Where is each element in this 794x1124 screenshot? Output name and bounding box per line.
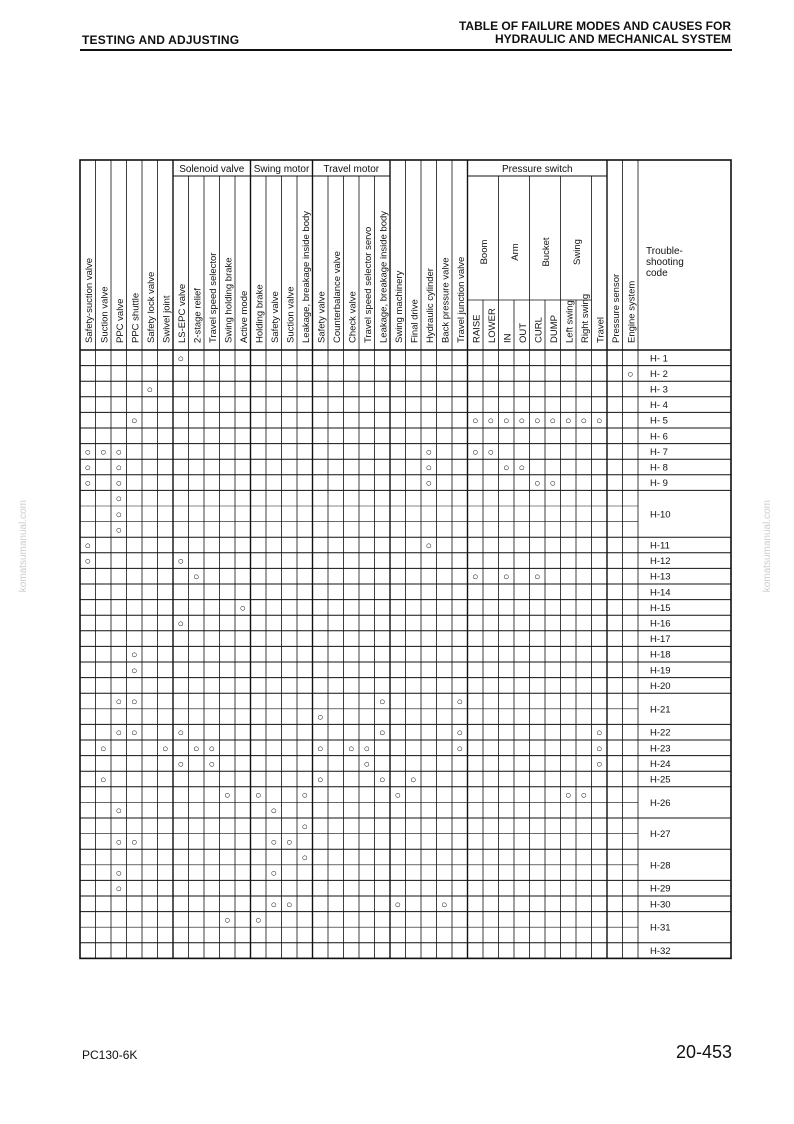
cause-mark: ○ bbox=[255, 789, 262, 802]
column-header: PPC shuttle bbox=[130, 292, 142, 343]
cause-mark: ○ bbox=[115, 508, 122, 521]
column-header: Suction valve bbox=[99, 286, 111, 343]
cause-mark: ○ bbox=[379, 727, 386, 740]
cause-mark: ○ bbox=[100, 774, 107, 786]
column-header: Active mode bbox=[238, 290, 250, 343]
cause-mark: ○ bbox=[549, 415, 556, 428]
cause-mark: ○ bbox=[193, 571, 200, 584]
cause-mark: ○ bbox=[472, 415, 479, 428]
cause-mark: ○ bbox=[131, 727, 138, 740]
cause-mark: ○ bbox=[503, 571, 510, 584]
trouble-code: H-31 bbox=[650, 922, 671, 934]
trouble-code: H- 9 bbox=[650, 478, 668, 490]
cause-mark: ○ bbox=[363, 758, 370, 771]
column-header: PPC valve bbox=[114, 298, 126, 343]
trouble-code: H- 3 bbox=[650, 384, 668, 396]
cause-mark: ○ bbox=[301, 789, 308, 802]
cause-mark: ○ bbox=[84, 540, 91, 552]
trouble-code: H-30 bbox=[650, 899, 671, 911]
cause-mark: ○ bbox=[115, 462, 122, 474]
trouble-code: H-32 bbox=[650, 946, 671, 958]
column-header: 2-stage relief bbox=[192, 288, 204, 343]
trouble-code: H-18 bbox=[650, 649, 671, 661]
trouble-code: H-20 bbox=[650, 680, 671, 692]
cause-mark: ○ bbox=[565, 415, 572, 428]
trouble-code: H- 7 bbox=[650, 446, 668, 458]
trouble-code: H- 1 bbox=[650, 353, 668, 365]
cause-mark: ○ bbox=[208, 742, 215, 755]
cause-mark: ○ bbox=[596, 727, 603, 740]
cause-mark: ○ bbox=[286, 836, 293, 849]
trouble-code: H- 8 bbox=[650, 462, 668, 474]
trouble-code: H-28 bbox=[650, 860, 671, 872]
cause-mark: ○ bbox=[596, 758, 603, 771]
cause-mark: ○ bbox=[379, 774, 386, 786]
column-header: Safety valve bbox=[316, 291, 328, 343]
cause-mark: ○ bbox=[270, 898, 277, 911]
cause-mark: ○ bbox=[425, 540, 432, 552]
column-header: Leakage, breakage inside body bbox=[300, 210, 312, 343]
code-header-line-3: code bbox=[646, 268, 668, 279]
cause-mark: ○ bbox=[580, 789, 587, 802]
group-header: Travel motor bbox=[323, 164, 380, 175]
column-header: Final drive bbox=[409, 299, 421, 343]
column-header: Suction valve bbox=[285, 286, 297, 343]
cause-mark: ○ bbox=[115, 836, 122, 849]
cause-mark: ○ bbox=[456, 742, 463, 755]
cause-mark: ○ bbox=[100, 742, 107, 755]
column-header: Travel speed selector servo bbox=[362, 226, 374, 343]
cause-mark: ○ bbox=[596, 742, 603, 755]
cause-mark: ○ bbox=[131, 696, 138, 708]
cause-mark: ○ bbox=[596, 415, 603, 428]
cause-mark: ○ bbox=[115, 477, 122, 490]
column-header: Swing machinery bbox=[393, 270, 405, 343]
cause-mark: ○ bbox=[115, 696, 122, 708]
column-header: Swing holding brake bbox=[223, 257, 235, 343]
cause-mark: ○ bbox=[627, 368, 634, 381]
trouble-code: H-12 bbox=[650, 556, 671, 568]
cause-mark: ○ bbox=[580, 415, 587, 428]
trouble-code: H- 4 bbox=[650, 400, 668, 412]
cause-mark: ○ bbox=[518, 462, 525, 474]
column-header: Safety-suction valve bbox=[83, 257, 95, 343]
column-header: DUMP bbox=[548, 315, 560, 343]
trouble-code: H-13 bbox=[650, 571, 671, 583]
trouble-code: H- 5 bbox=[650, 415, 668, 427]
trouble-code: H-26 bbox=[650, 797, 671, 809]
column-header: Engine system bbox=[626, 280, 638, 343]
trouble-code: H- 6 bbox=[650, 431, 668, 443]
trouble-code: H-10 bbox=[650, 509, 671, 521]
column-header: OUT bbox=[517, 322, 529, 343]
cause-mark: ○ bbox=[115, 446, 122, 459]
cause-mark: ○ bbox=[301, 820, 308, 833]
trouble-code: H-21 bbox=[650, 704, 671, 716]
header-title-line-1: TABLE OF FAILURE MODES AND CAUSES FOR bbox=[458, 19, 731, 33]
column-header: Holding brake bbox=[254, 284, 266, 343]
column-header: Pressure sensor bbox=[610, 273, 622, 343]
watermark-right: komatsumanual.com bbox=[762, 500, 773, 593]
cause-mark: ○ bbox=[317, 711, 324, 724]
column-header: CURL bbox=[533, 317, 545, 343]
cause-mark: ○ bbox=[410, 774, 417, 786]
cause-mark: ○ bbox=[115, 493, 122, 506]
trouble-code: H-17 bbox=[650, 634, 671, 646]
group-header: Swing motor bbox=[253, 164, 310, 175]
trouble-code: H-27 bbox=[650, 829, 671, 841]
cause-mark: ○ bbox=[487, 446, 494, 459]
column-header: Travel bbox=[595, 316, 607, 343]
cause-mark: ○ bbox=[301, 852, 308, 864]
column-header: Safety lock valve bbox=[145, 271, 157, 343]
cause-mark: ○ bbox=[131, 415, 138, 428]
cause-mark: ○ bbox=[270, 836, 277, 849]
trouble-code: H-19 bbox=[650, 665, 671, 677]
cause-mark: ○ bbox=[208, 758, 215, 771]
cause-mark: ○ bbox=[224, 789, 231, 802]
cause-mark: ○ bbox=[146, 384, 153, 396]
cause-mark: ○ bbox=[162, 742, 169, 755]
cause-mark: ○ bbox=[224, 914, 231, 927]
cause-mark: ○ bbox=[239, 602, 246, 615]
cause-mark: ○ bbox=[518, 415, 525, 428]
column-header: Leakage, breakage inside body bbox=[378, 210, 390, 343]
trouble-code: H-15 bbox=[650, 602, 671, 614]
cause-mark: ○ bbox=[177, 555, 184, 568]
trouble-code: H-14 bbox=[650, 587, 671, 599]
trouble-code: H- 2 bbox=[650, 368, 668, 380]
cause-mark: ○ bbox=[565, 789, 572, 802]
cause-mark: ○ bbox=[425, 462, 432, 474]
cause-mark: ○ bbox=[472, 571, 479, 584]
cause-mark: ○ bbox=[270, 805, 277, 818]
cause-mark: ○ bbox=[115, 883, 122, 896]
column-header: Back pressure valve bbox=[440, 257, 452, 343]
cause-mark: ○ bbox=[115, 524, 122, 537]
cause-mark: ○ bbox=[456, 696, 463, 708]
cause-mark: ○ bbox=[534, 571, 541, 584]
cause-mark: ○ bbox=[534, 477, 541, 490]
header-section-title: TESTING AND ADJUSTING bbox=[82, 33, 240, 47]
column-header: Safety valve bbox=[269, 291, 281, 343]
cause-mark: ○ bbox=[425, 477, 432, 490]
cause-mark: ○ bbox=[549, 477, 556, 490]
cause-mark: ○ bbox=[115, 805, 122, 818]
column-header: Swivel joint bbox=[161, 295, 173, 343]
column-header: Travel junction valve bbox=[455, 256, 467, 343]
cause-mark: ○ bbox=[100, 446, 107, 459]
cause-mark: ○ bbox=[456, 727, 463, 740]
column-header: IN bbox=[502, 333, 514, 343]
trouble-code: H-11 bbox=[650, 540, 670, 552]
subgroup-header: Swing bbox=[572, 239, 583, 265]
subgroup-header: Arm bbox=[510, 243, 521, 261]
cause-mark: ○ bbox=[177, 727, 184, 740]
cause-mark: ○ bbox=[503, 415, 510, 428]
cause-mark: ○ bbox=[425, 446, 432, 459]
cause-mark: ○ bbox=[503, 462, 510, 474]
cause-mark: ○ bbox=[131, 649, 138, 662]
cause-mark: ○ bbox=[193, 742, 200, 755]
footer-model: PC130-6K bbox=[82, 1048, 138, 1062]
subgroup-header: Bucket bbox=[541, 237, 552, 267]
cause-mark: ○ bbox=[115, 867, 122, 880]
subgroup-header: Boom bbox=[479, 239, 490, 265]
watermark-left: komatsumanual.com bbox=[18, 500, 29, 593]
cause-mark: ○ bbox=[394, 898, 401, 911]
cause-mark: ○ bbox=[348, 742, 355, 755]
cause-mark: ○ bbox=[534, 415, 541, 428]
column-header: Counterbalance valve bbox=[331, 251, 343, 343]
cause-mark: ○ bbox=[131, 836, 138, 849]
group-header: Pressure switch bbox=[501, 164, 573, 175]
cause-mark: ○ bbox=[84, 462, 91, 474]
column-header: RAISE bbox=[471, 314, 483, 343]
header-title-line-2: HYDRAULIC AND MECHANICAL SYSTEM bbox=[494, 32, 731, 46]
column-header: Check valve bbox=[347, 291, 359, 343]
cause-mark: ○ bbox=[84, 446, 91, 459]
cause-mark: ○ bbox=[441, 898, 448, 911]
cause-mark: ○ bbox=[487, 415, 494, 428]
trouble-code: H-24 bbox=[650, 758, 671, 770]
cause-mark: ○ bbox=[177, 352, 184, 365]
trouble-code: H-16 bbox=[650, 618, 671, 630]
column-header: Left swing bbox=[564, 300, 576, 343]
group-header: Solenoid valve bbox=[179, 164, 245, 175]
cause-mark: ○ bbox=[317, 742, 324, 755]
cause-mark: ○ bbox=[286, 898, 293, 911]
code-header-line-1: Trouble- bbox=[646, 246, 683, 257]
cause-mark: ○ bbox=[379, 696, 386, 708]
column-header: Right swing bbox=[579, 293, 591, 343]
column-header: LS-EPC valve bbox=[176, 283, 188, 343]
cause-mark: ○ bbox=[84, 555, 91, 568]
column-header: Travel speed selector bbox=[207, 252, 219, 343]
cause-mark: ○ bbox=[270, 867, 277, 880]
cause-mark: ○ bbox=[317, 774, 324, 786]
cause-mark: ○ bbox=[394, 789, 401, 802]
cause-mark: ○ bbox=[115, 727, 122, 740]
trouble-code: H-25 bbox=[650, 774, 671, 786]
cause-mark: ○ bbox=[131, 664, 138, 677]
trouble-code: H-23 bbox=[650, 743, 671, 755]
column-header: Hydraulic cylinder bbox=[424, 268, 436, 343]
cause-mark: ○ bbox=[255, 914, 262, 927]
page-number: 20-453 bbox=[675, 1042, 732, 1062]
cause-mark: ○ bbox=[472, 446, 479, 459]
cause-mark: ○ bbox=[363, 742, 370, 755]
trouble-code: H-29 bbox=[650, 883, 671, 895]
cause-mark: ○ bbox=[84, 477, 91, 490]
cause-mark: ○ bbox=[177, 618, 184, 630]
column-header: LOWER bbox=[486, 308, 498, 343]
code-header-line-2: shooting bbox=[646, 257, 684, 268]
trouble-code: H-22 bbox=[650, 727, 671, 739]
cause-mark: ○ bbox=[177, 758, 184, 771]
